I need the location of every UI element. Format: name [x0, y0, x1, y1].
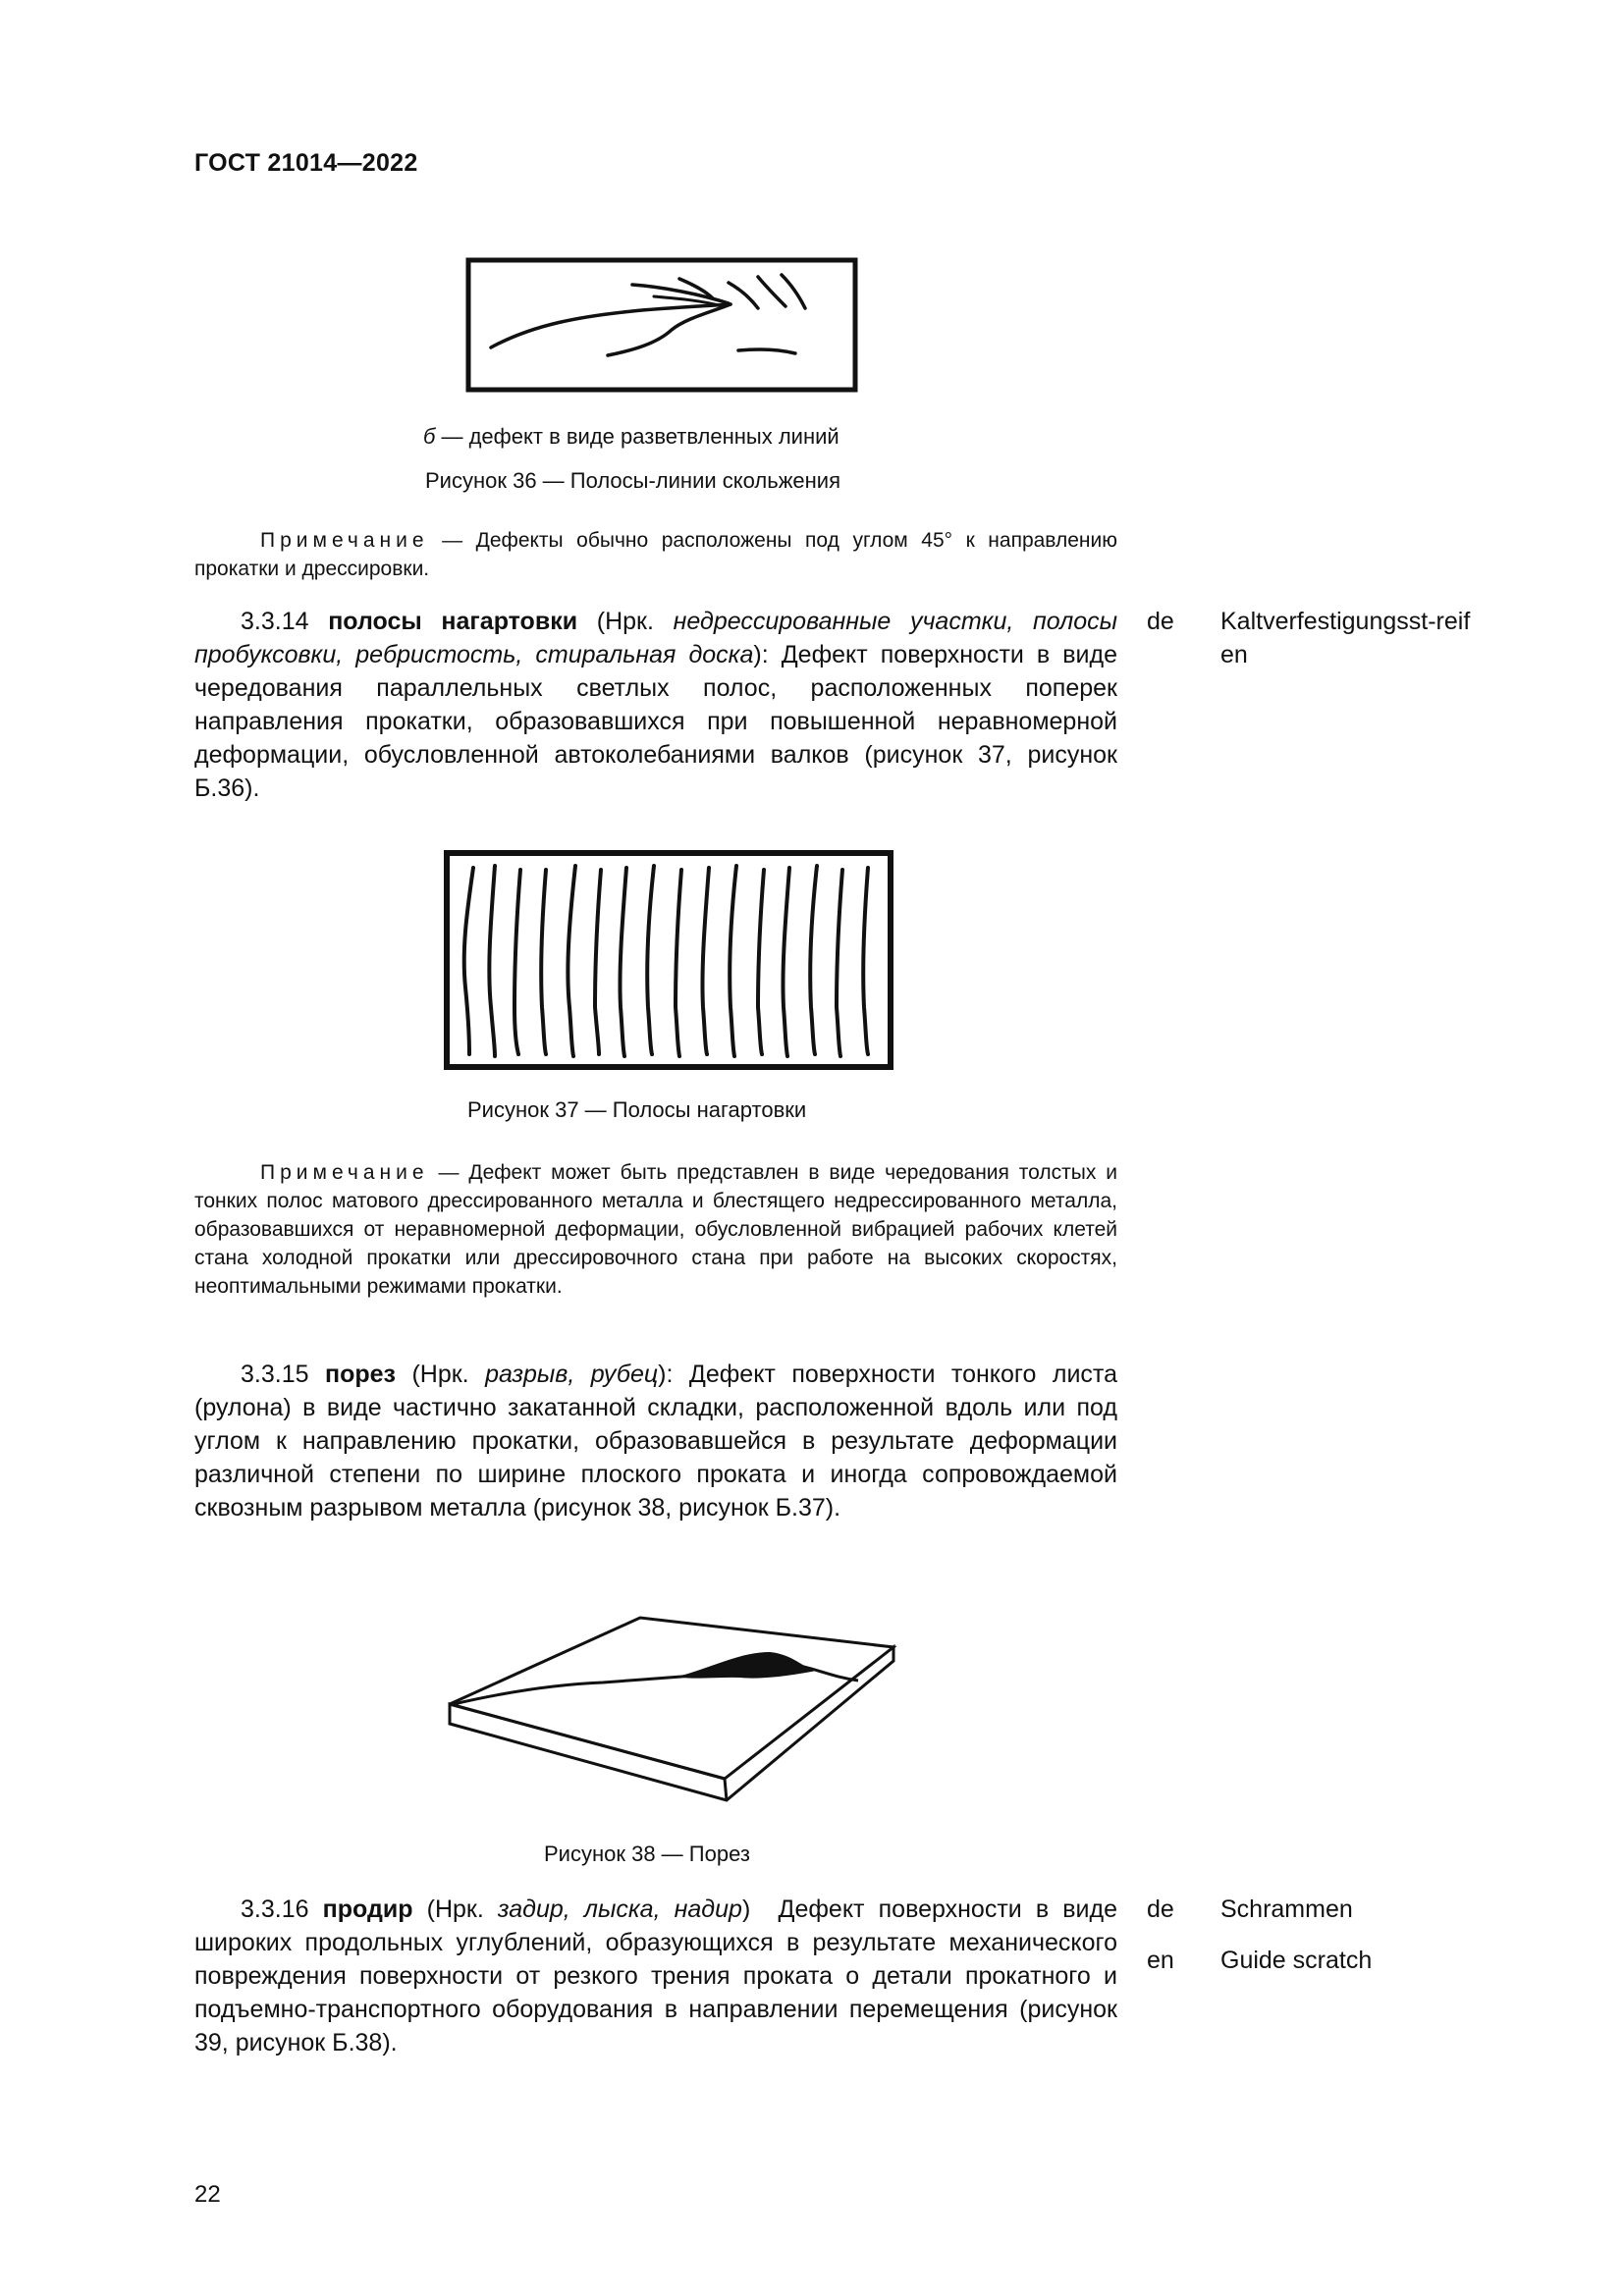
term-name: продир: [322, 1896, 413, 1923]
figure-38-caption: Рисунок 38 — Порез: [544, 1842, 750, 1866]
term-3-3-16-lang-de: de: [1147, 1896, 1174, 1923]
term-number: 3.3.16: [241, 1896, 309, 1923]
term-3-3-16: [194, 1893, 1117, 2059]
term-synonyms: задир, лыска, надир: [497, 1896, 742, 1923]
term-paren-close: ):: [658, 1361, 689, 1388]
term-paren-open: (Нрк.: [412, 1896, 498, 1923]
document-code: ГОСТ 21014—2022: [194, 149, 418, 177]
term-paren-open: (Нрк.: [395, 1361, 486, 1388]
term-definition: Дефект поверхности в виде широких продольных углублений, образующихся в результате механического повреждения поверхности от резкого трения проката о детали прокатного и подъемно-транспортного оборудования в направлении перемещения (рисунок 39, рисунок Б.38).: [194, 1896, 1118, 2056]
term-definition: Дефект поверхности в виде чередования параллельных светлых полос, расположенных поперек направления прокатки, образовавшихся при повышенной неравномерной деформации, обусловленной автоколебаниями валков (рисунок 37, рисунок Б.36).: [194, 641, 1118, 802]
term-number: 3.3.14: [241, 608, 309, 635]
figure-38-drawing: [446, 1614, 897, 1824]
term-3-3-16-equivalent-de: Schrammen: [1220, 1896, 1353, 1923]
term-3-3-15: [194, 1358, 1117, 1524]
note-1: [194, 526, 1117, 583]
term-definition: Дефект поверхности тонкого листа (рулона) в виде частично закатанной складки, расположенной вдоль или под углом к направлению прокатки, образовавшейся в результате деформации различной степени по ширине плоского проката и иногда сопровождаемой сквозным разрывом металла (рисунок 38, рисунок Б.37).: [194, 1361, 1118, 1522]
term-name: полосы нагартовки: [328, 608, 578, 635]
page-number: 22: [194, 2181, 221, 2208]
term-paren-close: ):: [753, 641, 782, 668]
term-synonyms: разрыв, рубец: [485, 1361, 659, 1388]
note-1-text: — Дефекты обычно расположены под углом 45° к направлению прокатки и дрессировки.: [194, 529, 1117, 580]
figure-37-drawing: [444, 850, 893, 1070]
term-3-3-14-equivalent-de: Kaltverfestigungsst-reifen: [1220, 608, 1471, 668]
figure-36-caption: Рисунок 36 — Полосы-линии скольжения: [425, 468, 840, 493]
term-3-3-14-lang-de: de: [1147, 608, 1174, 635]
term-3-3-16-equivalent-en: Guide scratch: [1220, 1947, 1373, 1974]
term-number: 3.3.15: [241, 1361, 309, 1388]
note-2-text: — Дефект может быть представлен в виде чередования толстых и тонких полос матового дрессированного металла и блестящего недрессированного металла, образовавшихся от неравномерной деформации, обусловленной вибрацией рабочих клетей стана холодной прокатки или дрессировочного стана при работе на высоких скоростях, неоптимальными режимами прокатки.: [194, 1161, 1117, 1298]
note-1-lead: Примечание: [260, 529, 429, 552]
term-paren-open: (Нрк.: [577, 608, 674, 635]
figure-36-subcaption: [423, 424, 839, 450]
note-2-lead: Примечание: [260, 1161, 429, 1184]
figure-36-drawing: [465, 257, 858, 393]
note-2: [194, 1158, 1117, 1301]
subcaption-text: — дефект в виде разветвленных линий: [435, 424, 839, 449]
term-name: порез: [325, 1361, 396, 1388]
figure-37-caption: Рисунок 37 — Полосы нагартовки: [467, 1097, 807, 1122]
subcaption-letter: б: [423, 424, 436, 449]
term-3-3-14: [194, 605, 1117, 805]
term-3-3-16-lang-en: en: [1147, 1947, 1174, 1974]
term-paren-close: ): [741, 1896, 779, 1923]
term-synonyms: недрессированные участки, полосы пробуксовки, ребристость, стиральная доска: [194, 608, 1117, 668]
